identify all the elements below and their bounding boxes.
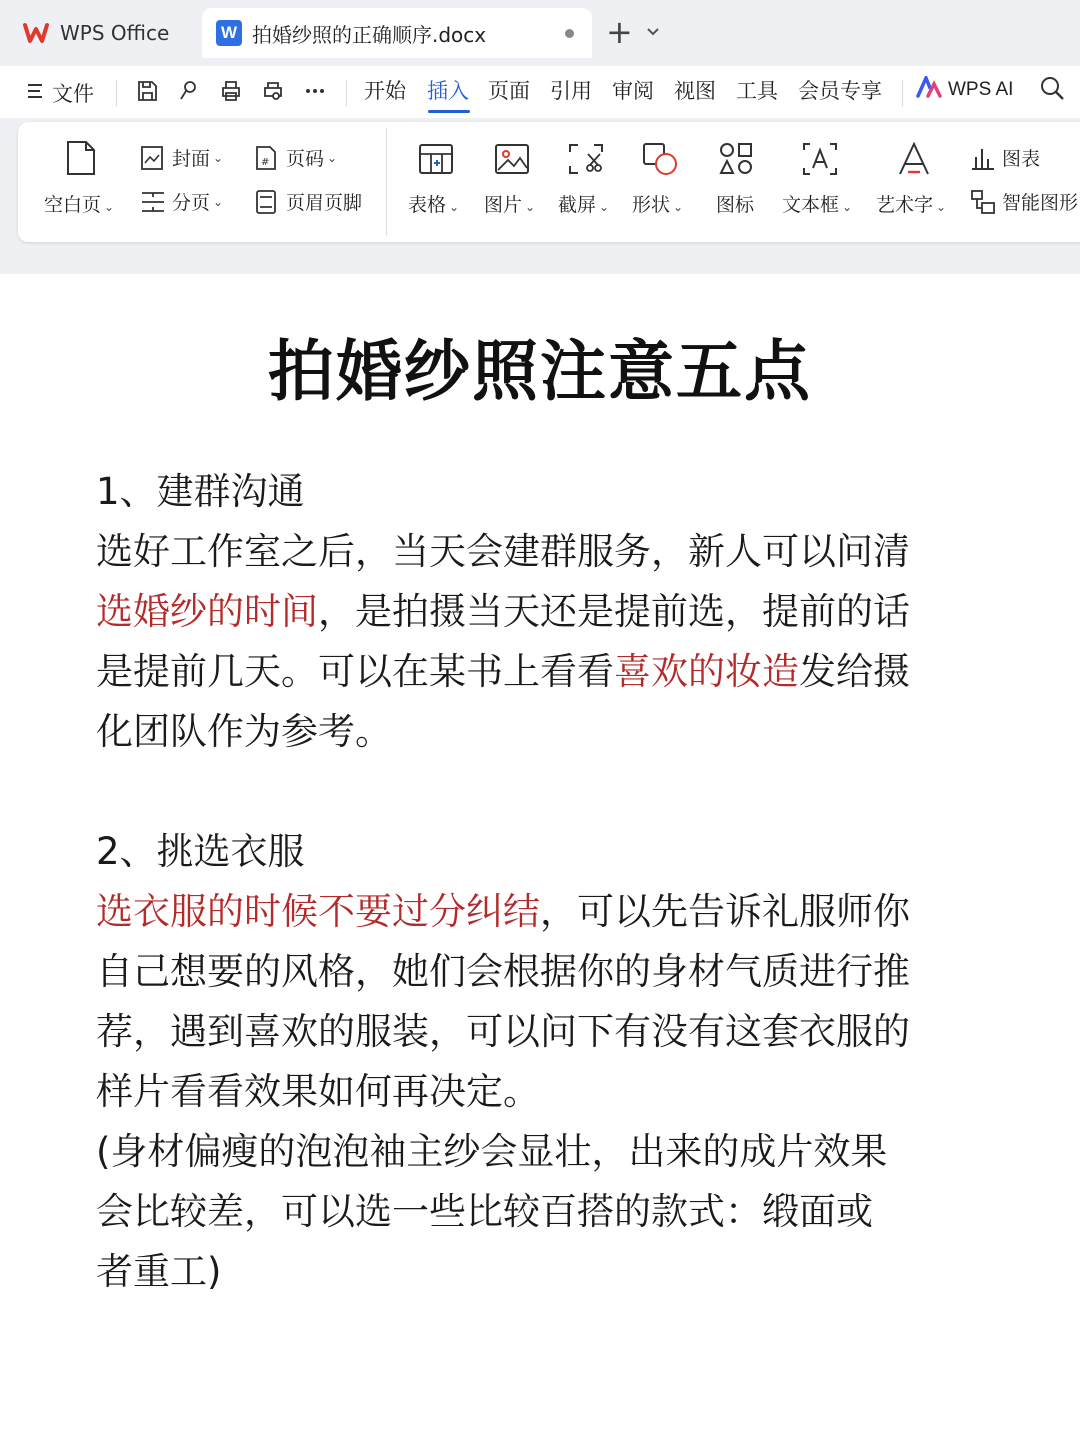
file-menu-label: 文件: [52, 82, 94, 106]
page-break-label: 分页: [172, 192, 211, 214]
search-icon[interactable]: [1038, 74, 1066, 106]
svg-text:#: #: [261, 156, 270, 168]
blank-page-icon[interactable]: [64, 140, 98, 181]
new-tab-button[interactable]: +: [606, 13, 633, 51]
wordart-icon[interactable]: [896, 142, 932, 181]
cover-icon: [140, 145, 164, 171]
icons-button[interactable]: 图标: [716, 194, 755, 216]
chevron-down-icon: ⌄: [213, 150, 224, 165]
chevron-down-icon: ⌄: [599, 200, 610, 214]
table-icon[interactable]: [418, 142, 454, 181]
wps-ai-button[interactable]: [916, 76, 1013, 104]
chevron-down-icon: ⌄: [673, 200, 684, 214]
title-bar: [0, 0, 1080, 66]
chart-icon: [970, 145, 996, 171]
ribbon-divider: [386, 128, 387, 236]
icons-icon[interactable]: [718, 142, 754, 181]
menu-tab-page[interactable]: 页面: [488, 79, 530, 103]
menu-tab-insert[interactable]: 插入: [427, 79, 469, 103]
unsaved-dot-icon[interactable]: [565, 29, 574, 38]
format-painter-icon[interactable]: [174, 76, 204, 106]
menu-tab-view[interactable]: 视图: [674, 79, 716, 103]
word-doc-icon: W: [216, 20, 242, 46]
wps-ai-icon: [916, 76, 942, 104]
screenshot-button[interactable]: [558, 190, 609, 217]
paragraph-line: 荐，遇到喜欢的服装，可以问下有没有这套衣服的: [96, 1010, 910, 1053]
highlighted-text: 喜欢的妆造: [614, 650, 799, 693]
active-tab-indicator: [428, 110, 470, 113]
ribbon-panel: [18, 122, 1080, 242]
hamburger-icon: [26, 81, 44, 106]
paragraph-text: 发给摄: [799, 650, 910, 693]
chevron-down-icon: ⌄: [449, 200, 460, 214]
highlighted-text: 选衣服的时候不要过分纠结: [96, 890, 540, 933]
document-body: [96, 462, 1026, 1302]
screenshot-label: 截屏: [558, 194, 597, 216]
highlighted-text: 选婚纱的时间: [96, 590, 318, 633]
smartart-icon: [970, 189, 996, 215]
tab-wps-office[interactable]: [6, 10, 194, 56]
paragraph-text: 是提前几天。可以在某书上看看: [96, 650, 614, 693]
paragraph-text: ，可以先告诉礼服师你: [540, 890, 910, 933]
section-2-heading: 2、挑选衣服: [96, 830, 305, 873]
paragraph-line: 自己想要的风格，她们会根据你的身材气质进行推: [96, 950, 910, 993]
textbox-icon[interactable]: [802, 142, 838, 181]
wps-ai-label: WPS AI: [948, 79, 1014, 100]
chevron-down-icon: ⌄: [104, 200, 115, 214]
paragraph-text: ，是拍摄当天还是提前选，提前的话: [318, 590, 910, 633]
picture-icon[interactable]: [494, 142, 530, 181]
save-icon[interactable]: [132, 76, 162, 106]
menu-tab-home[interactable]: 开始: [364, 79, 406, 103]
menu-bar: [0, 66, 1080, 118]
header-footer-button[interactable]: [254, 188, 362, 215]
shape-button[interactable]: [632, 190, 683, 217]
print-icon[interactable]: [216, 76, 246, 106]
chart-label: 图表: [1002, 148, 1041, 170]
tab-document[interactable]: [202, 8, 592, 58]
cover-button[interactable]: [140, 144, 223, 171]
menu-tab-review[interactable]: 审阅: [612, 79, 654, 103]
paragraph-spacer: [96, 762, 1026, 822]
wordart-label: 艺术字: [876, 194, 934, 216]
paragraph-line: [96, 882, 1026, 942]
page-number-label: 页码: [286, 148, 325, 170]
paragraph-line: (身材偏瘦的泡泡袖主纱会显壮，出来的成片效果: [96, 1130, 888, 1173]
header-footer-icon: [254, 189, 278, 215]
screenshot-icon[interactable]: [568, 142, 604, 181]
menu-tab-tools[interactable]: 工具: [736, 79, 778, 103]
chevron-down-icon: ⌄: [213, 194, 224, 209]
paragraph-line: 者重工): [96, 1250, 222, 1293]
wps-logo-icon: [22, 19, 50, 47]
cover-label: 封面: [172, 148, 211, 170]
chevron-down-icon: ⌄: [842, 200, 853, 214]
divider: [116, 80, 117, 106]
divider: [346, 80, 347, 106]
smartart-button[interactable]: [970, 188, 1078, 215]
picture-button[interactable]: [484, 190, 535, 217]
menu-tab-references[interactable]: 引用: [550, 79, 592, 103]
paragraph-line: 样片看看效果如何再决定。: [96, 1070, 540, 1113]
paragraph-line: 化团队作为参考。: [96, 710, 392, 753]
document-title: 拍婚纱照注意五点: [268, 333, 812, 410]
print-preview-icon[interactable]: [258, 76, 288, 106]
divider: [902, 80, 903, 106]
page-number-button[interactable]: [254, 144, 337, 171]
section-1-heading: 1、建群沟通: [96, 470, 305, 513]
chart-button[interactable]: [970, 144, 1040, 171]
menu-tab-member[interactable]: 会员专享: [798, 79, 882, 103]
chevron-down-icon: ⌄: [936, 200, 947, 214]
tab-document-label: 拍婚纱照的正确顺序.docx: [252, 22, 487, 47]
paragraph-line: [96, 642, 1026, 702]
page-break-icon: [140, 189, 166, 215]
textbox-label: 文本框: [782, 194, 840, 216]
file-menu-button[interactable]: [26, 78, 94, 108]
table-button[interactable]: [408, 190, 459, 217]
blank-page-label: 空白页: [44, 194, 102, 216]
page-break-button[interactable]: [140, 188, 223, 215]
paragraph-line: 会比较差，可以选一些比较百搭的款式：缎面或: [96, 1190, 873, 1233]
tab-home-label: WPS Office: [60, 21, 170, 45]
chevron-down-icon[interactable]: [646, 22, 660, 41]
more-icon[interactable]: [300, 76, 330, 106]
picture-label: 图片: [484, 194, 523, 216]
wordart-button[interactable]: [876, 190, 946, 217]
smartart-label: 智能图形: [1002, 192, 1079, 214]
blank-page-button[interactable]: [44, 190, 114, 217]
chevron-down-icon: ⌄: [525, 200, 536, 214]
page-number-icon: [254, 145, 278, 171]
table-label: 表格: [408, 194, 447, 216]
paragraph-line: [96, 582, 1026, 642]
shape-label: 形状: [632, 194, 671, 216]
header-footer-label: 页眉页脚: [286, 192, 363, 214]
textbox-button[interactable]: [782, 190, 852, 217]
shape-icon[interactable]: [642, 142, 678, 181]
chevron-down-icon: ⌄: [327, 150, 338, 165]
paragraph-line: 选好工作室之后，当天会建群服务，新人可以问清: [96, 530, 910, 573]
